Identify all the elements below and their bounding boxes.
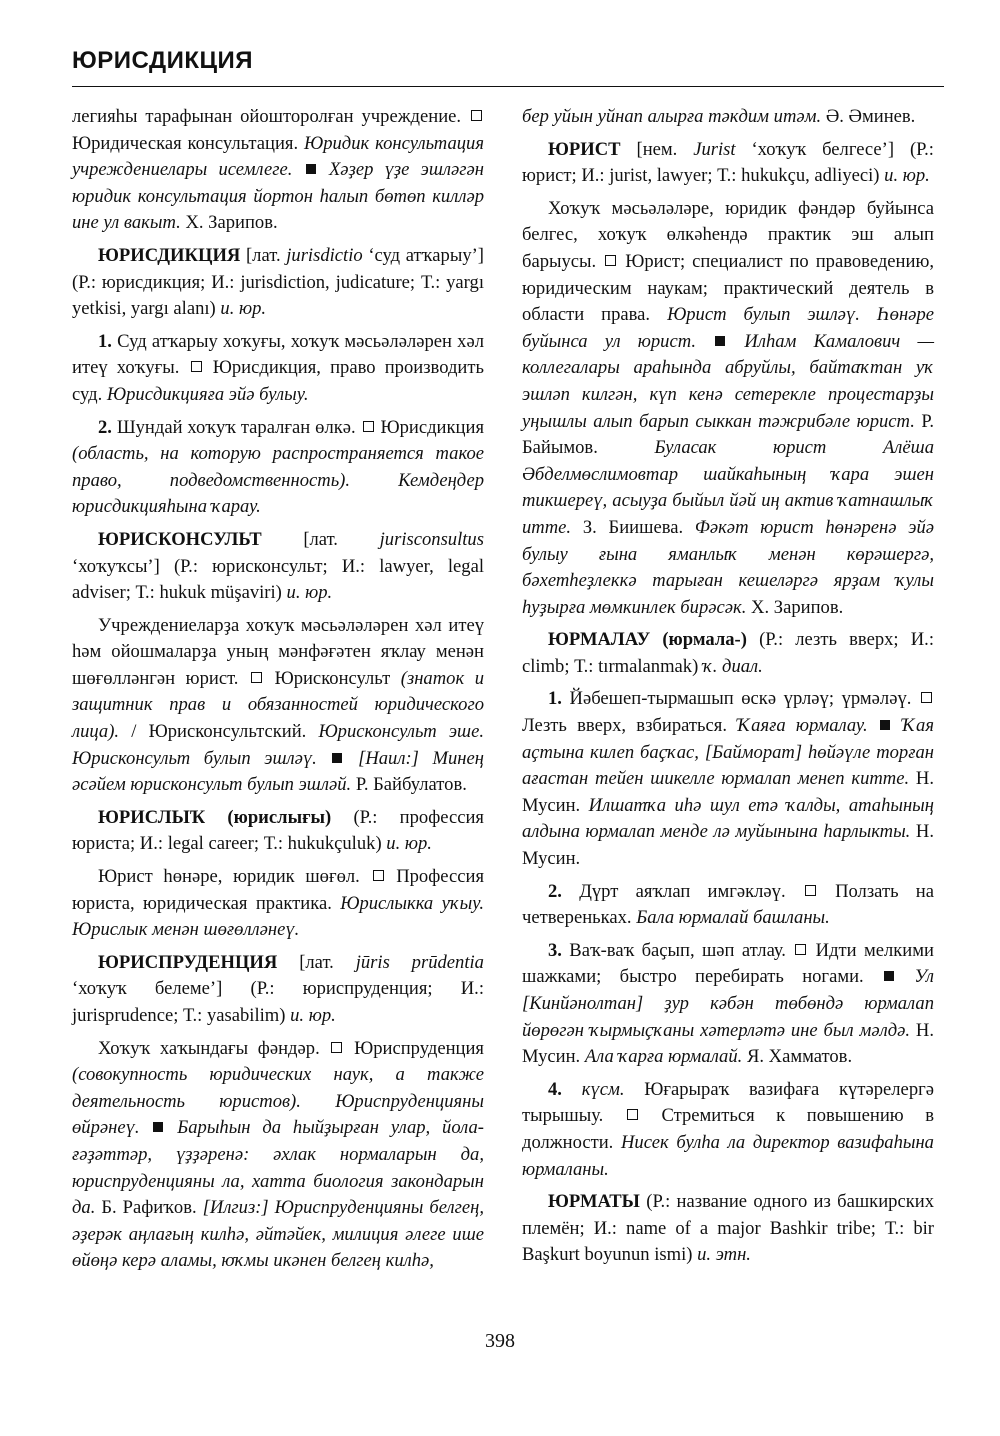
grammar-label: и. юр. [884,165,930,187]
sense-3 [522,938,934,1071]
translations: ‘хоҡуҡ белеме’] (Р.: юриспруденция; И.: jurisprudence; Т.: yasabilim) [72,978,484,1026]
example: Хәҙер үҙе эшләгән юридик консультация йортон һалып бөтөп килләр ине ул вакыт. [72,159,485,234]
russian-gloss: (область, на которую распространяется такое право, подведомственность). [72,443,484,491]
entry-lawyer [522,137,934,190]
page-number: 398 [485,1330,515,1352]
headword: ЮРМАТЫ [548,1191,640,1213]
header-rule [72,86,944,87]
continued-paragraph [72,104,484,237]
definition-paragraph [522,196,934,622]
grammar-label: и. юр. [386,833,432,855]
russian-equivalent: Юрисдикция [380,416,484,438]
translations: ‘хоҡуҡ белгесе’] (Р.: юрист; И.: jurist, lawyer; Т.: hukukçu, adliyeci) [522,138,934,187]
running-head-title: ЮРИСДИКЦИЯ [72,47,254,74]
russian-equivalent: Юрист; специалист по правоведению, юридическим наукам; практический деятель в области права. [522,250,934,326]
definition: Дүрт аяҡлап имгәкләү. [579,880,786,902]
translations: (Р.: название одного из башкирских племён; И.: name of a major Bashkir tribe; Т.: bir Başkurt boyunun ismi) [522,1191,934,1266]
sense-2 [522,879,934,932]
headword: ЮРИСЛЫҠ (юрислығы) [98,806,332,828]
sense-4 [522,1077,934,1183]
sense-2 [72,415,484,521]
sense-number: 1. [548,688,562,710]
example: Барыһын да һыйҙырған улар, йола-ғәҙәттәр, үҙҙәренә: әхлак нормаларын да, юриспруденцияны ла, хатта биология закондарын да. [72,1117,484,1219]
example: Буласак юрист Алёша Әбделмөслимовтар шайкаһының ҡара эшен тикшереү, асыуҙа быйыл йәй иң актив ҡатнашлыҡ итте. [522,437,935,538]
headword: ЮРИСКОНСУЛЬТ [98,528,262,550]
definition: Суд атҡарыу хоҡуғы, хоҡуҡ мәсьәләләрен хәл итеү хоҡуғы. [72,330,484,379]
filled-square-icon [880,720,890,730]
etymology-word: Jurist [693,138,736,160]
grammar-label: күсм. [581,1078,625,1100]
entry-yurmaty [522,1189,934,1269]
open-square-icon [605,255,616,266]
definition: Йәбешеп-тырмашып өскә үрләү; үрмәләү. [569,688,912,710]
filled-square-icon [306,164,316,174]
russian-equivalent: Юридическая консультация. [72,132,299,154]
etymology: [нем. [636,138,678,160]
etymology: [лат. [299,951,334,973]
left-column [72,104,484,1281]
russian-gloss: (совокупность юридических наук, а также деятельность юристов). [72,1064,484,1112]
grammar-label: и. юр. [286,582,333,604]
example: Ҡая аҫтына килеп баҫҡас, [Байморат] һөйәүле торған ағастан тейен шикелле юрмалап менеп китте. [522,715,934,790]
open-square-icon [251,672,262,683]
headword: ЮРИСТ [548,138,621,160]
example: [Наил:] Минең әсәйем юрисконсульт булып эшләй. [72,747,484,796]
definition: Хоҡуҡ хаҡындағы фәндәр. [98,1037,320,1059]
filled-square-icon [332,753,342,763]
example: Бала юрмалай башланы. [636,907,830,929]
entry-jurisdiction [72,243,484,323]
definition: Шундай хоҡуҡ таралған өлкә. [116,416,356,438]
definition-paragraph [72,864,484,944]
definition: Ваҡ-ваҡ баҫып, шәп атлау. [569,939,786,961]
text: легияһы тарафынан ойошторолған учреждение. [72,106,462,127]
citation-source: Х. Зарипов. [751,596,844,618]
example: Юрислыкка уҡыу. Юрислык менән шөғөлләнеү. [72,892,485,941]
entry-legal-career [72,805,484,858]
russian-equivalent: Ползать на четвереньках. [522,880,934,929]
etymology: [лат. [303,528,338,550]
sense-1 [72,329,484,409]
open-square-icon [373,870,384,881]
example: [Илгиз:] Юриспруденцияны белгең, әҙерәк аңлағың килһә, әйтәйек, милиция әлеге ише өйөңә керә аламы, юҡмы икәнен белгең килһә, [72,1197,485,1272]
filled-square-icon [715,336,725,346]
example: Фәкәт юрист һөнәренә эйә булыу ғына яманлыҡ менән көрәшергә, бәхетһеҙлеккә тарыған кешеләргә ярҙам ҡулы һуҙырға мөмкинлек бирәсәк. [522,516,934,618]
entry-jurisprudence [72,950,484,1030]
running-header [72,42,944,80]
russian-equivalent: Стремиться к повышению в должности. [522,1105,934,1153]
example: Юрист булып эшләү. Һөнәре буйынса ул юрист. [522,304,934,352]
example: Юрисдикцияға эйә булыу. [106,383,309,405]
entry-legal-adviser [72,527,484,607]
sense-number: 2. [98,416,112,438]
etymology-word: jurisconsultus [379,528,484,550]
translations: (Р.: лезть вверх; И.: climb; Т.: tırmalanmak) [522,629,934,677]
russian-equivalent: Идти мелкими шажками; быстро перебирать ногами. [522,939,934,988]
example: Юрисконсульт эше. Юрисконсульт булып эшләү. [72,721,484,769]
derivative: / Юрисконсультский. [131,721,307,743]
example: Юридик консультация учреждениелары исемлеге. [72,132,484,181]
open-square-icon [331,1042,342,1053]
etymology-word: jurisdictio [286,244,363,266]
sense-number: 2. [548,880,562,902]
filled-square-icon [153,1122,163,1132]
citation-source: Р. Байымов. [522,410,935,459]
continued-paragraph [522,104,934,131]
example: Кемдеңдер юрисдикцияһына ҡарау. [72,469,484,518]
headword: ЮРИСПРУДЕНЦИЯ [98,951,278,973]
right-column [522,104,934,1275]
open-square-icon [805,885,816,896]
grammar-label: и. юр. [220,298,267,320]
open-square-icon [627,1109,638,1120]
example: Ала ҡарға юрмалай. [584,1046,743,1068]
example: Ҡаяға юрмалау. [737,715,868,737]
open-square-icon [471,110,482,121]
open-square-icon [795,944,806,955]
russian-equivalent: Лезть вверх, взбираться. [522,715,727,737]
definition-paragraph [72,1036,484,1275]
example: Илшатҡа иһә шул етә ҡалды, атаһының алдына юрмалап менде лә муйынына һарлыкты. [522,794,934,843]
filled-square-icon [884,971,894,981]
definition: Хоҡуҡ мәсьәләләре, юридик фәндәр буйынса белгес, хоҡуҡ өлкәһендә практик эш алып барыусы. [522,197,934,272]
grammar-label: и. юр. [290,1005,336,1026]
citation-source: Х. Зарипов. [185,212,278,234]
sense-number: 1. [98,330,112,352]
translations: (Р.: профессия юриста; И.: legal career; Т.: hukukçuluk) [72,806,484,855]
grammar-label: и. этн. [697,1244,751,1266]
definition: Учреждениеларҙа хоҡуҡ мәсьәләләрен хәл итеү һәм ойошмаларҙа уның мәнфәғәтен яҡлау менән шөғөлләнгән юрист. [72,614,484,689]
example: Нисек булһа ла директор вазифаһына юрмаланы. [522,1131,934,1180]
open-square-icon [921,692,932,703]
citation-source: З. Биишева. [582,516,684,538]
russian-equivalent: Юрисконсульт [274,667,391,689]
entry-climb [522,627,934,680]
etymology: [лат. [245,244,281,266]
russian-equivalent: Юрисдикция, право производить суд. [72,357,484,405]
translations: ‘суд атҡарыу’] (Р.: юрисдикция; И.: jurisdiction, judicature; Т.: yargı yetkisi, yargı alanı) [72,244,484,320]
citation-source: Ә. Әминев. [825,106,916,127]
citation-source: Н. Мусин. [522,1019,934,1068]
example: Юриспруденцияны өйрәнеү. [72,1090,484,1139]
russian-gloss: (знаток и защитник прав и обязанностей юридического лица). [72,667,485,743]
definition-paragraph [72,613,484,799]
definition: Юғарыраҡ вазифаға күтәрелергә тырышыу. [522,1078,934,1127]
sense-number: 4. [548,1078,562,1100]
example: Ул [Кинйәнолтан] ҙур кәбән төбөндә юрмалап йөрөгән ҡырмыҫҡаны хәтерләтә ине был мәлдә. [522,966,935,1041]
example: бер уйын уйнап алырға тәкдим итәм. [522,106,822,127]
open-square-icon [191,361,202,372]
headword: ЮРИСДИКЦИЯ [98,244,241,266]
citation-source: Б. Рафиҡов. [101,1197,197,1219]
grammar-label: ҡ. диал. [702,655,763,677]
citation-source: Я. Хамматов. [746,1046,853,1068]
translations: ‘хоҡуҡсы’] (Р.: юрисконсульт; И.: lawyer, legal adviser; Т.: hukuk müşaviri) [72,555,484,604]
citation-source: Н. Мусин. [522,768,934,816]
sense-1 [522,686,934,872]
citation-source: Р. Байбулатов. [355,774,467,796]
open-square-icon [363,421,374,432]
example: Илһам Камалович — коллегалары араһында абруйлы, байтаҡтан уҡ эшләп килгән, күп кенә сетерекле процестарҙы уңышлы алып барып сыккан тәжрибәле юрист. [522,330,934,432]
definition: Юрист һөнәре, юридик шөғөл. [98,866,360,888]
citation-source: Н. Мусин. [522,821,934,870]
russian-equivalent: Юриспруденция [354,1037,484,1059]
russian-equivalent: Профессия юриста, юридическая практика. [72,866,484,914]
sense-number: 3. [548,939,562,961]
etymology-word: jūris prūdentia [355,951,484,973]
headword: ЮРМАЛАУ (юрмала-) [548,629,747,651]
